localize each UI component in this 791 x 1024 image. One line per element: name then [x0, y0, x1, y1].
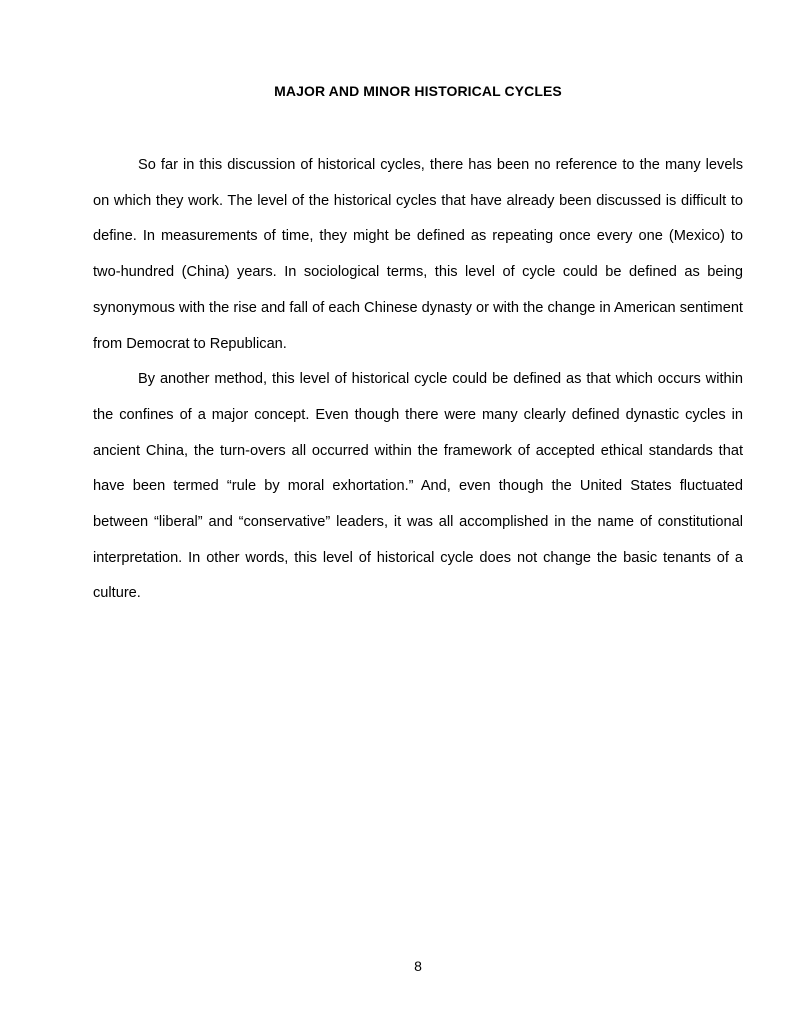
- paragraph-2: By another method, this level of historical cycle could be defined as that which occurs within the confines of a major concept. Even though there were many clearly defined dynastic cycles in ancient China, the turn-overs all occurred within the framework of accepted ethical standards that have been termed “rule by moral exhortation.” And, even though the United States fluctuated between “liberal” and “conservative” leaders, it was all accomplished in the name of constitutional interpretation. In other words, this level of historical cycle does not change the basic tenants of a culture.: [93, 371, 743, 602]
- body-text: [93, 148, 743, 612]
- paragraph-1: So far in this discussion of historical cycles, there has been no reference to the many levels on which they work. The level of the historical cycles that have already been discussed is difficult to define. In measurements of time, they might be defined as repeating once every one (Mexico) to two-hundred (China) years. In sociological terms, this level of cycle could be defined as being synonymous with the rise and fall of each Chinese dynasty or with the change in American sentiment from Democrat to Republican.: [93, 157, 743, 352]
- page-title: MAJOR AND MINOR HISTORICAL CYCLES: [274, 83, 562, 99]
- page-number: 8: [414, 958, 422, 974]
